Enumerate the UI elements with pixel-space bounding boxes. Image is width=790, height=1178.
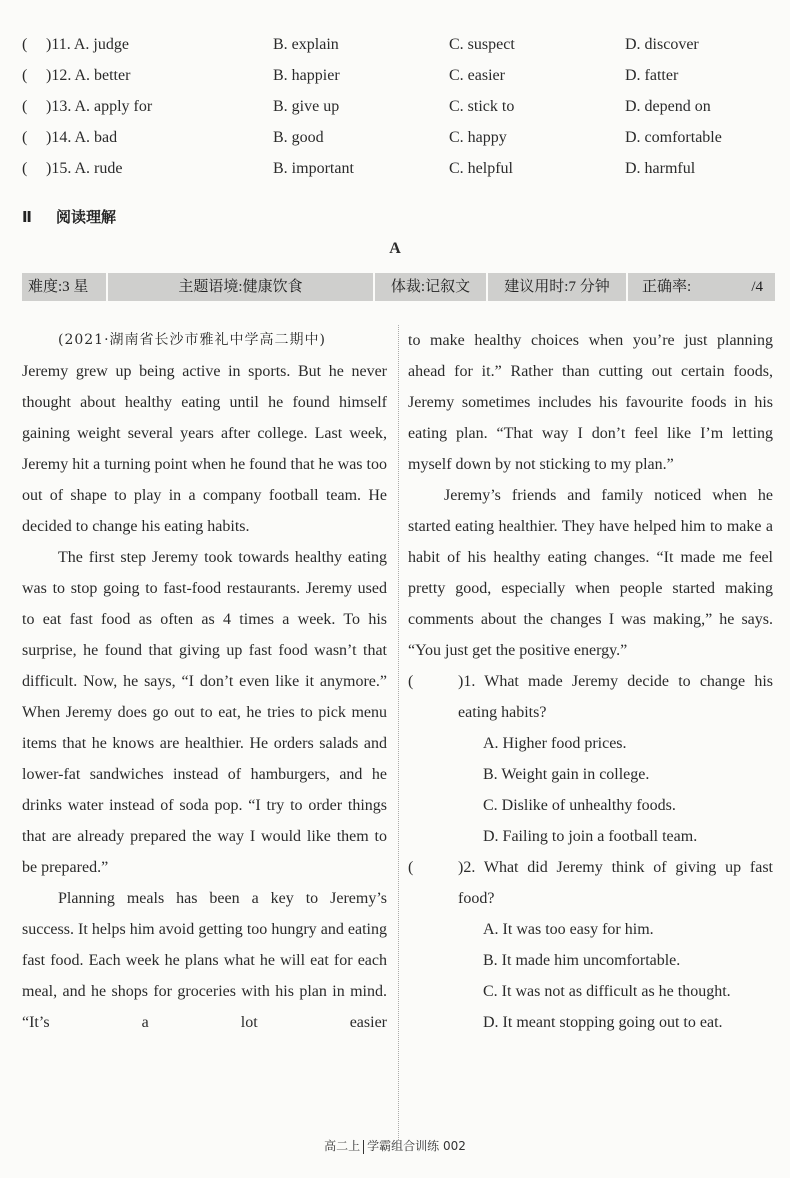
- option-b: B. happier: [273, 67, 340, 84]
- accuracy-label: 正确率:: [642, 279, 692, 295]
- cloze-row-15: [0, 153, 790, 184]
- section-number: Ⅱ: [22, 208, 32, 226]
- suggested-time: 建议用时:7 分钟: [488, 273, 626, 301]
- option-a: )14. A. bad: [46, 129, 118, 146]
- option-b: B. good: [273, 129, 324, 146]
- section-heading: [22, 206, 116, 227]
- option-c: C. happy: [449, 129, 507, 146]
- footer-separator: [363, 1140, 364, 1154]
- passage-left-column: [22, 325, 387, 1038]
- option-a: )15. A. rude: [46, 160, 123, 177]
- paragraph-3-continued: to make healthy choices when you’re just planning ahead for it.” Rather than cutting out certain foods, Jeremy sometimes includes his favourite foods in his eating plan. “That way I don’t feel like I’m letting myself down by not sticking to my plan.”: [408, 332, 773, 473]
- question-stem: )2. What did Jeremy think of giving up fast food?: [458, 859, 773, 907]
- info-bar: [22, 273, 775, 301]
- passage-right-column: [408, 325, 773, 1038]
- answer-blank[interactable]: (: [408, 859, 414, 876]
- question-1: [408, 666, 773, 852]
- answer-blank[interactable]: (: [22, 67, 28, 84]
- option-d: D. harmful: [625, 160, 696, 177]
- answer-blank[interactable]: (: [408, 673, 414, 690]
- cloze-row-13: [0, 91, 790, 122]
- option-c: C. helpful: [449, 160, 513, 177]
- choice-d[interactable]: D. Failing to join a football team.: [483, 828, 698, 845]
- choice-a[interactable]: A. It was too easy for him.: [483, 921, 654, 938]
- option-a: )11. A. judge: [46, 36, 129, 53]
- option-b: B. explain: [273, 36, 339, 53]
- option-d: D. depend on: [625, 98, 711, 115]
- option-c: C. easier: [449, 67, 505, 84]
- option-b: B. important: [273, 160, 354, 177]
- choice-b[interactable]: B. It made him uncomfortable.: [483, 952, 681, 969]
- option-b: B. give up: [273, 98, 340, 115]
- paragraph-2: The first step Jeremy took towards healthy eating was to stop going to fast-food restaurants. Jeremy used to eat fast food as often as 4 times a week. To his surprise, he found that giving up fast food wasn’t that difficult. Now, he says, “I don’t even like it anymore.” When Jeremy does go out to eat, he tries to pick menu items that he knows are healthier. He orders salads and lower-fat sandwiches instead of hamburgers, and he drinks water instead of soda pop. “I try to order things that are already prepared the way I would like them to be prepared.”: [22, 549, 387, 876]
- option-d: D. discover: [625, 36, 699, 53]
- paragraph-3: Planning meals has been a key to Jeremy’s success. It helps him avoid getting too hungry and eating fast food. Each week he plans what he will eat for each meal, and he shops for groceries with his plan in mind. “It’s a lot easier: [22, 890, 387, 1031]
- column-divider: [398, 325, 399, 1140]
- accuracy-total: /4: [751, 279, 763, 295]
- answer-blank[interactable]: (: [22, 160, 28, 177]
- choice-c[interactable]: C. Dislike of unhealthy foods.: [483, 797, 676, 814]
- paragraph-4: Jeremy’s friends and family noticed when he started eating healthier. They have helped him to make a habit of his healthy eating changes. “It made me feel pretty good, especially when people started making comments about the changes I was making,” he says. “You just get the positive energy.”: [408, 487, 773, 659]
- question-2: [408, 852, 773, 1038]
- option-c: C. suspect: [449, 36, 515, 53]
- cloze-row-12: [0, 60, 790, 91]
- theme: 主题语境:健康饮食: [108, 273, 373, 301]
- cloze-row-11: [0, 29, 790, 60]
- section-title: 阅读理解: [56, 208, 117, 226]
- option-a: )13. A. apply for: [46, 98, 153, 115]
- paragraph-1: Jeremy grew up being active in sports. But he never thought about healthy eating until he found himself gaining weight several years after college. Last week, Jeremy hit a turning point when he found that he was too out of shape to play in a company football team. He decided to change his eating habits.: [22, 363, 387, 535]
- footer-grade: 高二上: [324, 1139, 361, 1153]
- option-c: C. stick to: [449, 98, 515, 115]
- option-d: D. comfortable: [625, 129, 722, 146]
- answer-blank[interactable]: (: [22, 129, 28, 146]
- choice-b[interactable]: B. Weight gain in college.: [483, 766, 650, 783]
- genre: 体裁:记叙文: [375, 273, 486, 301]
- option-d: D. fatter: [625, 67, 679, 84]
- choice-d[interactable]: D. It meant stopping going out to eat.: [483, 1014, 723, 1031]
- option-a: )12. A. better: [46, 67, 131, 84]
- answer-blank[interactable]: (: [22, 36, 28, 53]
- footer-book-page: 学霸组合训练 002: [367, 1139, 466, 1153]
- passage-letter: A: [389, 240, 401, 257]
- difficulty: 难度:3 星: [22, 273, 106, 301]
- passage-source: (2021·湖南省长沙市雅礼中学高二期中): [58, 332, 327, 348]
- answer-blank[interactable]: (: [22, 98, 28, 115]
- choice-c[interactable]: C. It was not as difficult as he thought.: [483, 983, 731, 1000]
- choice-a[interactable]: A. Higher food prices.: [483, 735, 627, 752]
- question-stem: )1. What made Jeremy decide to change his eating habits?: [458, 673, 773, 721]
- cloze-row-14: [0, 122, 790, 153]
- accuracy: [628, 273, 775, 301]
- page-footer: [0, 1137, 790, 1154]
